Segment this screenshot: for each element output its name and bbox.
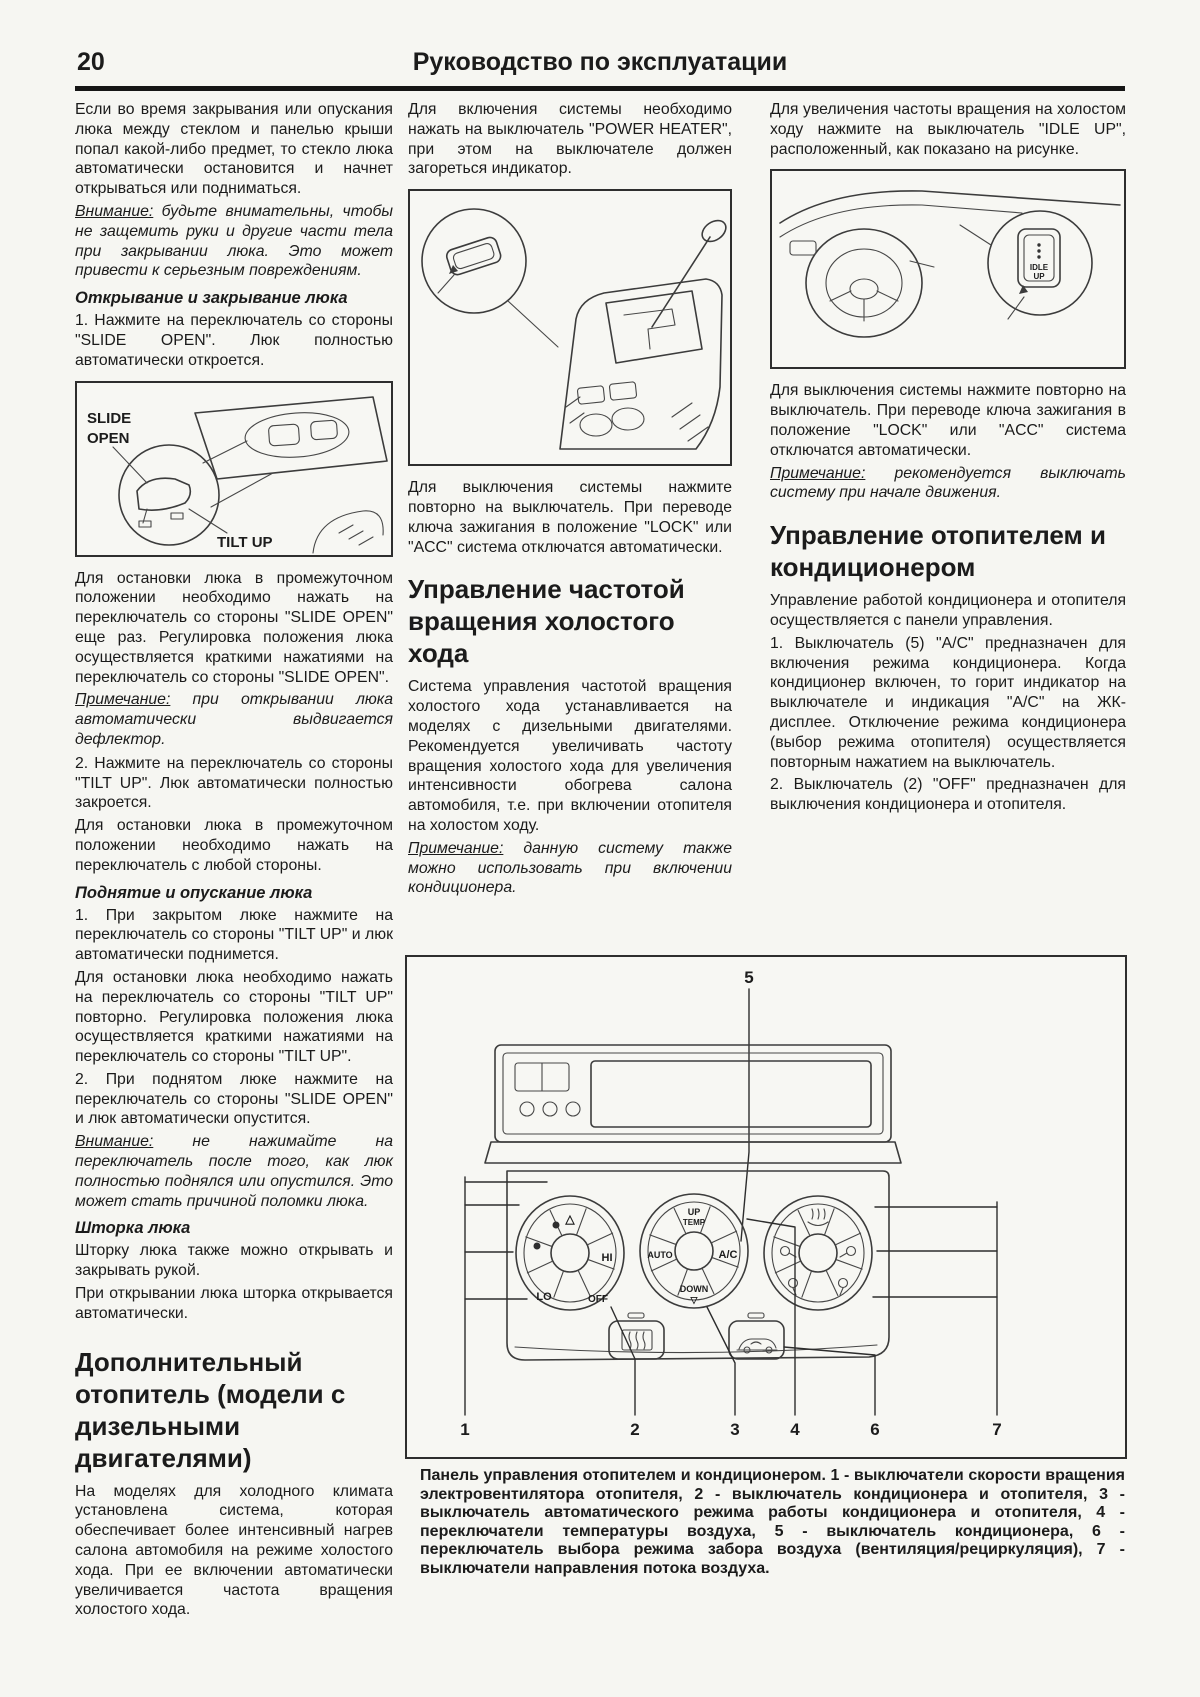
label-slide-open: OPEN [87, 429, 130, 447]
head-unit-button [520, 1102, 534, 1116]
figure-climate-control-panel [405, 955, 1127, 1459]
center-console-outline [560, 279, 722, 449]
note-label: Примечание: [408, 839, 504, 857]
fan-up-icon: △ [565, 1212, 575, 1226]
fan-dot-icon [534, 1243, 541, 1250]
paragraph: Для выключения системы нажмите повторно на выключатель. При переводе ключа зажигания в положение "LOCK" или "ACC" система отключатся автоматически. [408, 479, 732, 556]
label-idle: IDLE [1029, 263, 1049, 273]
hatching [672, 403, 708, 441]
callout-3: 3 [730, 1420, 740, 1439]
auto-label: AUTO [647, 1250, 673, 1260]
visor-hatching [339, 525, 373, 545]
switch-foot [139, 521, 151, 527]
column-stalk [910, 261, 934, 267]
switch-foot [171, 513, 183, 519]
cup-holder [612, 408, 644, 430]
subheading-shade: Шторка люка [75, 1219, 191, 1238]
paragraph: 2. При поднятом люке нажмите на переключатель со стороны "SLIDE OPEN" и люк автоматически опустится. [75, 1070, 393, 1128]
callout-4: 4 [790, 1420, 800, 1439]
foot-icon [789, 1279, 798, 1288]
paragraph: Для включения системы необходимо нажать на выключатель "POWER HEATER", при этом на выключателе должен загореться индикатор. [408, 101, 732, 178]
button-indicator [748, 1313, 764, 1318]
idle-up-illustration [772, 171, 1123, 367]
shift-knob [698, 216, 729, 246]
panel-bottom-curve [515, 1345, 877, 1353]
note [408, 839, 732, 898]
paragraph: Если во время закрывания или опускания люка между стеклом и панелью крыши попал какой-либо предмет, то стекло люка автоматически остановится и начнет открываться или подниматься. [75, 101, 393, 198]
figure-power-heater-switch [408, 189, 732, 466]
airflow-mode-dial [764, 1196, 872, 1310]
ac-label: A/C [718, 1249, 738, 1261]
press-arrow [438, 275, 454, 293]
temp-up-label: UP [687, 1207, 701, 1217]
figure-idle-up-switch [770, 169, 1126, 369]
column-middle [408, 100, 732, 902]
paragraph: При открывании люка шторка открывается автоматически. [75, 1285, 393, 1322]
power-heater-illustration [410, 191, 729, 464]
magnifier-leader [508, 301, 558, 347]
callout-2-line [611, 1307, 635, 1415]
shift-lever [652, 237, 710, 327]
paragraph: 1. При закрытом люке нажмите на переключатель со стороны "TILT UP" и люк автоматически поднимется. [75, 906, 393, 964]
label-slide-open: SLIDE [87, 409, 132, 427]
callout-3-line [707, 1307, 735, 1415]
callout-5-line [741, 989, 749, 1241]
callout-4-line [747, 1219, 795, 1415]
cup-holder [580, 414, 612, 436]
note-label: Примечание: [75, 691, 171, 709]
note-text: при открывании люка автоматически выдвигается дефлектор. [75, 691, 393, 748]
sunroof-switch-illustration [77, 383, 390, 555]
callout-5: 5 [744, 968, 754, 987]
head-unit-face [503, 1053, 883, 1134]
climate-panel-illustration [407, 957, 1120, 1452]
steering-hub [850, 279, 878, 299]
note-text: рекомендуется выключать систему при начале движения. [770, 464, 1126, 502]
warning-note [75, 1132, 393, 1211]
console-button [609, 382, 637, 401]
section-heading-aux-heater: Дополнительный отопитель (модели с дизельными двигателями) [75, 1346, 346, 1473]
recirculation-button [729, 1321, 784, 1359]
vent-face-icon [781, 1247, 790, 1256]
shift-gate [606, 291, 702, 363]
paragraph: Для остановки люка необходимо нажать на переключатель со стороны "TILT UP" повторно. Регулировка положения люка осуществляется краткими нажатиями на переключатель со стороны "TILT UP". [75, 968, 393, 1066]
section-heading-hvac: Управление отопителем и кондиционером [770, 520, 1106, 583]
press-arrow [1008, 297, 1024, 319]
label-up: UP [1033, 272, 1045, 282]
label-tilt-up: TILT UP [217, 533, 273, 551]
head-unit-button [566, 1102, 580, 1116]
page-title: Руководство по эксплуатации [412, 48, 788, 76]
dashboard-line [780, 205, 1022, 237]
callout-6: 6 [870, 1420, 880, 1439]
recirc-arrow-icon [751, 1342, 761, 1344]
dial-ticks [774, 1209, 862, 1297]
hatching [566, 397, 584, 423]
magnifier-leader [960, 225, 991, 245]
shift-slot [624, 309, 675, 349]
fan-dot-icon [553, 1222, 560, 1229]
magnifier-circle [422, 209, 526, 313]
note-text: данную систему также можно использовать при включении кондиционера. [408, 839, 732, 897]
sunroof-switch-left [268, 424, 299, 446]
page-header [75, 40, 1125, 91]
paragraph: 2. Нажмите на переключатель со стороны "TILT UP". Люк автоматически полностью закроется. [75, 754, 393, 812]
paragraph: Управление работой кондиционера и отопителя осуществляется с панели управления. [770, 592, 1126, 629]
fan-hi-label: HI [601, 1252, 613, 1264]
note [770, 464, 1126, 504]
console-button [577, 386, 605, 405]
switch-dot [1037, 250, 1040, 253]
paragraph: Для остановки люка в промежуточном положении необходимо нажать на переключатель с любой стороны. [75, 817, 393, 874]
note-label: Примечание: [770, 464, 866, 482]
paragraph: Система управления частотой вращения холостого хода устанавливается на моделях с дизельными двигателями. Рекомендуется увеличивать частоту вращения холостого хода для увеличения интенсивности обогрева салона автомобиля, т.е. при включении отопителя на холостом ходу. [408, 678, 732, 834]
warning-label: Внимание: [75, 202, 154, 220]
subheading-tilt: Поднятие и опускание люка [75, 883, 313, 902]
head-unit-display [591, 1061, 871, 1127]
fan-lo-label: LO [536, 1291, 552, 1303]
temp-label: TEMP [682, 1218, 706, 1227]
overhead-console-outline [195, 397, 387, 479]
figure-caption: Панель управления отопителем и кондиционером. 1 - выключатели скорости вращения электровентилятора отопителя, 2 - выключатель кондиционера и отопителя, 3 - выключатель автоматического режима работы кондиционера и отопителя, 4 - переключатели температуры воздуха, 5 - выключатель кондиционера, 6 - переключатель выбора режима забора воздуха (вентиляция/рециркуляция), 7 - выключатели направления потока воздуха. [420, 1467, 1125, 1577]
console-opening [244, 409, 351, 460]
paragraph: Для выключения системы нажмите повторно на выключатель. При переводе ключа зажигания в положение "LOCK" или "ACC" система отключатся автоматически. [770, 382, 1126, 459]
wheel-spoke [877, 291, 898, 301]
dash-vent [790, 241, 816, 255]
magnifier-leader [203, 441, 247, 463]
button-indicator [628, 1313, 644, 1318]
paragraph: 1. Нажмите на переключатель со стороны "SLIDE OPEN". Люк полностью автоматически откроется. [75, 312, 393, 369]
magnifier-circle [119, 445, 219, 545]
fan-speed-dial [516, 1196, 624, 1310]
sunroof-switch-right [310, 420, 337, 440]
callout-7-stubs [873, 1207, 997, 1297]
paragraph: 1. Выключатель (5) "A/C" предназначен для включения режима кондиционера. Когда кондиционер включен, то горит индикатор на выключателе и индикация "A/C" на ЖК-дисплее. Отключение режима кондиционера (выбор режима отопителя) осуществляется повторным нажатием на выключатель. [770, 634, 1126, 771]
column-left [75, 100, 393, 1623]
figure-sunroof-switch [75, 381, 393, 557]
foot-icon [839, 1279, 848, 1288]
paragraph: Шторку люка также можно открывать и закрывать рукой. [75, 1242, 393, 1280]
note [75, 690, 393, 749]
paragraph: 2. Выключатель (2) "OFF" предназначен для выключения кондиционера и отопителя. [770, 776, 1126, 814]
page-number: 20 [77, 48, 105, 76]
section-heading-idle-control: Управление частотой вращения холостого хода [408, 574, 685, 669]
defrost-icon [808, 1209, 828, 1226]
warning-label: Внимание: [75, 1133, 154, 1151]
callout-2: 2 [630, 1420, 640, 1439]
column-right [770, 100, 1126, 818]
callout-7: 7 [992, 1420, 1002, 1439]
callout-1: 1 [460, 1420, 470, 1439]
head-unit-button [543, 1102, 557, 1116]
switch-detail [137, 478, 190, 510]
temp-down-label: DOWN [679, 1284, 709, 1294]
warning-note [75, 202, 393, 281]
warning-text: не нажимайте на переключатель после того, как люк полностью поднялся или опустился. Это может стать причиной поломки люка. [75, 1133, 393, 1210]
fan-off-label: OFF [588, 1294, 608, 1305]
warning-text: будьте внимательны, чтобы не защемить руки и другие части тела при закрывании люка. Это может привести к серьезным повреждениям. [75, 202, 393, 280]
head-unit-base [485, 1142, 901, 1163]
switch-dot [1037, 244, 1040, 247]
subheading-open-close: Открывание и закрывание люка [75, 289, 348, 308]
vent-arrow [840, 1253, 847, 1257]
temperature-dial [640, 1194, 748, 1308]
paragraph: На моделях для холодного климата установлена система, которая обеспечивает более интенсивный нагрев салона автомобиля на режиме холостого хода. При ее включении автоматически увеличивается частота вращения холостого хода. [75, 1482, 393, 1619]
wheel-spoke [830, 291, 851, 301]
switch-dot [1037, 256, 1040, 259]
sun-visor-outline [313, 510, 383, 552]
defrost-lines-icon [629, 1332, 645, 1349]
temp-down-icon: ▽ [690, 1295, 698, 1305]
paragraph: Для остановки люка в промежуточном положении необходимо нажать на переключатель со стороны "SLIDE OPEN" еще раз. Регулировка положения люка осуществляется краткими нажатиями на переключатель со стороны "SLIDE OPEN". [75, 569, 393, 686]
paragraph: Для увеличения частоты вращения на холостом ходу нажмите на выключатель "IDLE UP", расположенный, как показано на рисунке. [770, 101, 1126, 158]
label-leader-line [189, 509, 227, 533]
vent-face-icon [847, 1247, 856, 1256]
